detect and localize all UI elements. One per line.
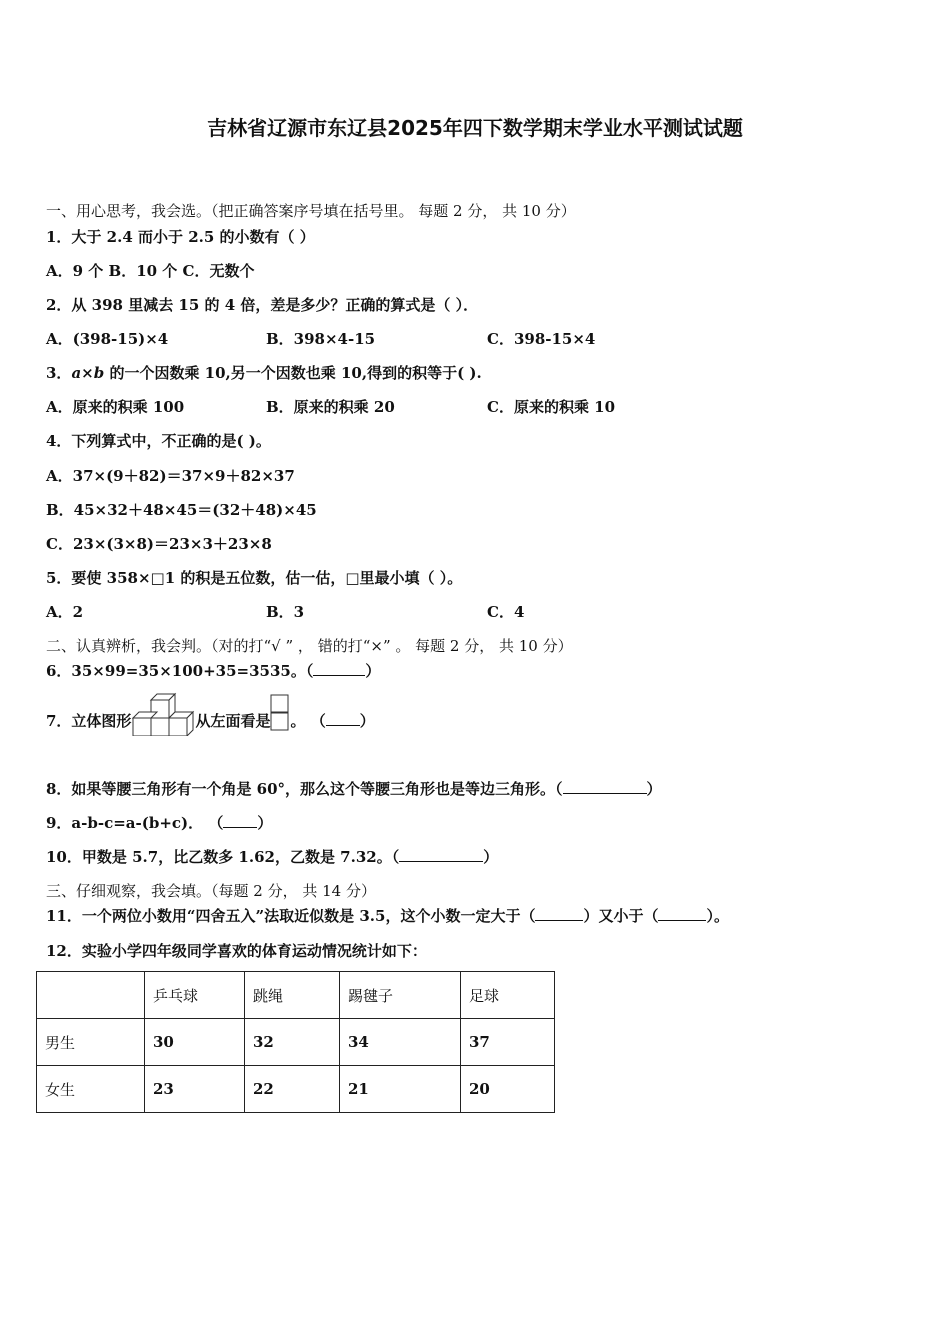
q3-option-c: C．原来的积乘 10	[487, 398, 616, 416]
q9-end: ）	[257, 814, 273, 832]
sports-stats-table	[36, 971, 555, 1113]
table-row	[37, 1019, 555, 1066]
q6-line	[46, 661, 380, 681]
q7-mid: 从左面看是	[195, 712, 271, 730]
table-cell: 22	[245, 1066, 340, 1113]
q9-line	[46, 813, 272, 833]
q7-end: ）	[359, 712, 375, 730]
q11-blank-lower[interactable]	[535, 906, 583, 921]
q2-option-a: A．(398-15)×4	[46, 330, 169, 348]
table-header-cell: 足球	[461, 972, 555, 1019]
q2-option-b: B．398×4-15	[266, 330, 376, 348]
q7-answer-blank[interactable]	[326, 711, 360, 726]
left-view-figure	[270, 694, 290, 750]
q5-stem: 5．要使 358×□1 的积是五位数，估一估，□里最小填（ ）。	[46, 569, 463, 587]
table-cell: 32	[245, 1019, 340, 1066]
table-cell: 37	[461, 1019, 555, 1066]
q3-option-b: B．原来的积乘 20	[266, 398, 395, 416]
q8-line	[46, 779, 662, 799]
page-title: 吉林省辽源市东辽县2025年四下数学期末学业水平测试试题	[207, 116, 743, 140]
q11-part1: 11．一个两位小数用“四舍五入”法取近似数是 3.5，这个小数一定大于（	[46, 907, 536, 925]
q10-end: ）	[483, 848, 499, 866]
q3-stem	[46, 363, 482, 383]
table-cell: 21	[340, 1066, 461, 1113]
q6-answer-blank[interactable]	[313, 661, 365, 676]
table-cell: 20	[461, 1066, 555, 1113]
q9-answer-blank[interactable]	[223, 813, 257, 828]
q11-blank-upper[interactable]	[658, 906, 706, 921]
q3-rest: 的一个因数乘 10,另一个因数也乘 10,得到的积等于( ).	[104, 364, 482, 382]
table-header-row	[37, 972, 555, 1019]
q12-stem: 12．实验小学四年级同学喜欢的体育运动情况统计如下：	[46, 942, 427, 960]
q1-stem: 1．大于 2.4 而小于 2.5 的小数有（ ）	[46, 228, 315, 246]
q5-option-b: B．3	[266, 603, 305, 621]
q11-part3: ）。	[706, 907, 729, 925]
table-cell: 30	[145, 1019, 245, 1066]
q4-option-a: A．37×(9＋82)＝37×9＋82×37	[46, 467, 295, 485]
q8-end: ）	[646, 780, 662, 798]
q5-option-a: A．2	[46, 603, 84, 621]
cube-solid-figure	[131, 690, 195, 754]
q3-option-a: A．原来的积乘 100	[46, 398, 185, 416]
q10-line	[46, 847, 498, 867]
q4-stem: 4．下列算式中，不正确的是( )。	[46, 432, 271, 450]
q7-suffix: 。 （	[290, 712, 326, 730]
q6-stem: 6．35×99=35×100+35=3535。（	[46, 662, 314, 680]
q11-line	[46, 906, 729, 926]
q10-answer-blank[interactable]	[399, 847, 483, 862]
section3-heading: 三、仔细观察，我会填。（每题 2 分， 共 14 分）	[46, 882, 376, 900]
row-label: 女生	[37, 1066, 145, 1113]
q7-line	[46, 690, 375, 754]
q4-option-c: C．23×(3×8)＝23×3＋23×8	[46, 535, 272, 553]
table-header-cell: 跳绳	[245, 972, 340, 1019]
q1-options: A．9 个 B．10 个 C．无数个	[46, 262, 255, 280]
table-row	[37, 1066, 555, 1113]
q2-stem: 2．从 398 里减去 15 的 4 倍，差是多少？正确的算式是（ ）．	[46, 296, 479, 314]
q2-option-c: C．398-15×4	[487, 330, 596, 348]
q7-prefix: 7．立体图形	[46, 712, 132, 730]
q10-stem: 10．甲数是 5.7，比乙数多 1.62，乙数是 7.32。（	[46, 848, 400, 866]
q5-option-c: C．4	[487, 603, 525, 621]
table-header-cell: 乒乓球	[145, 972, 245, 1019]
q3-variable: a×b	[71, 364, 105, 382]
table-cell: 23	[145, 1066, 245, 1113]
section1-heading: 一、用心思考，我会选。（把正确答案序号填在括号里。 每题 2 分， 共 10 分）	[46, 202, 576, 220]
section2-heading: 二、认真辨析，我会判。（对的打“√ ” ， 错的打“×” 。 每题 2 分， 共 10 分）	[46, 637, 573, 655]
q9-stem: 9．a-b-c=a-(b+c)． （	[46, 814, 224, 832]
row-label: 男生	[37, 1019, 145, 1066]
q6-end: ）	[365, 662, 381, 680]
table-cell: 34	[340, 1019, 461, 1066]
q3-prefix: 3．	[46, 364, 72, 382]
q8-answer-blank[interactable]	[563, 779, 647, 794]
q4-option-b: B．45×32＋48×45＝(32＋48)×45	[46, 501, 317, 519]
table-header-cell: 踢毽子	[340, 972, 461, 1019]
table-header-cell	[37, 972, 145, 1019]
q11-part2: ）又小于（	[583, 907, 659, 925]
q8-stem: 8．如果等腰三角形有一个角是 60°，那么这个等腰三角形也是等边三角形。（	[46, 780, 563, 798]
